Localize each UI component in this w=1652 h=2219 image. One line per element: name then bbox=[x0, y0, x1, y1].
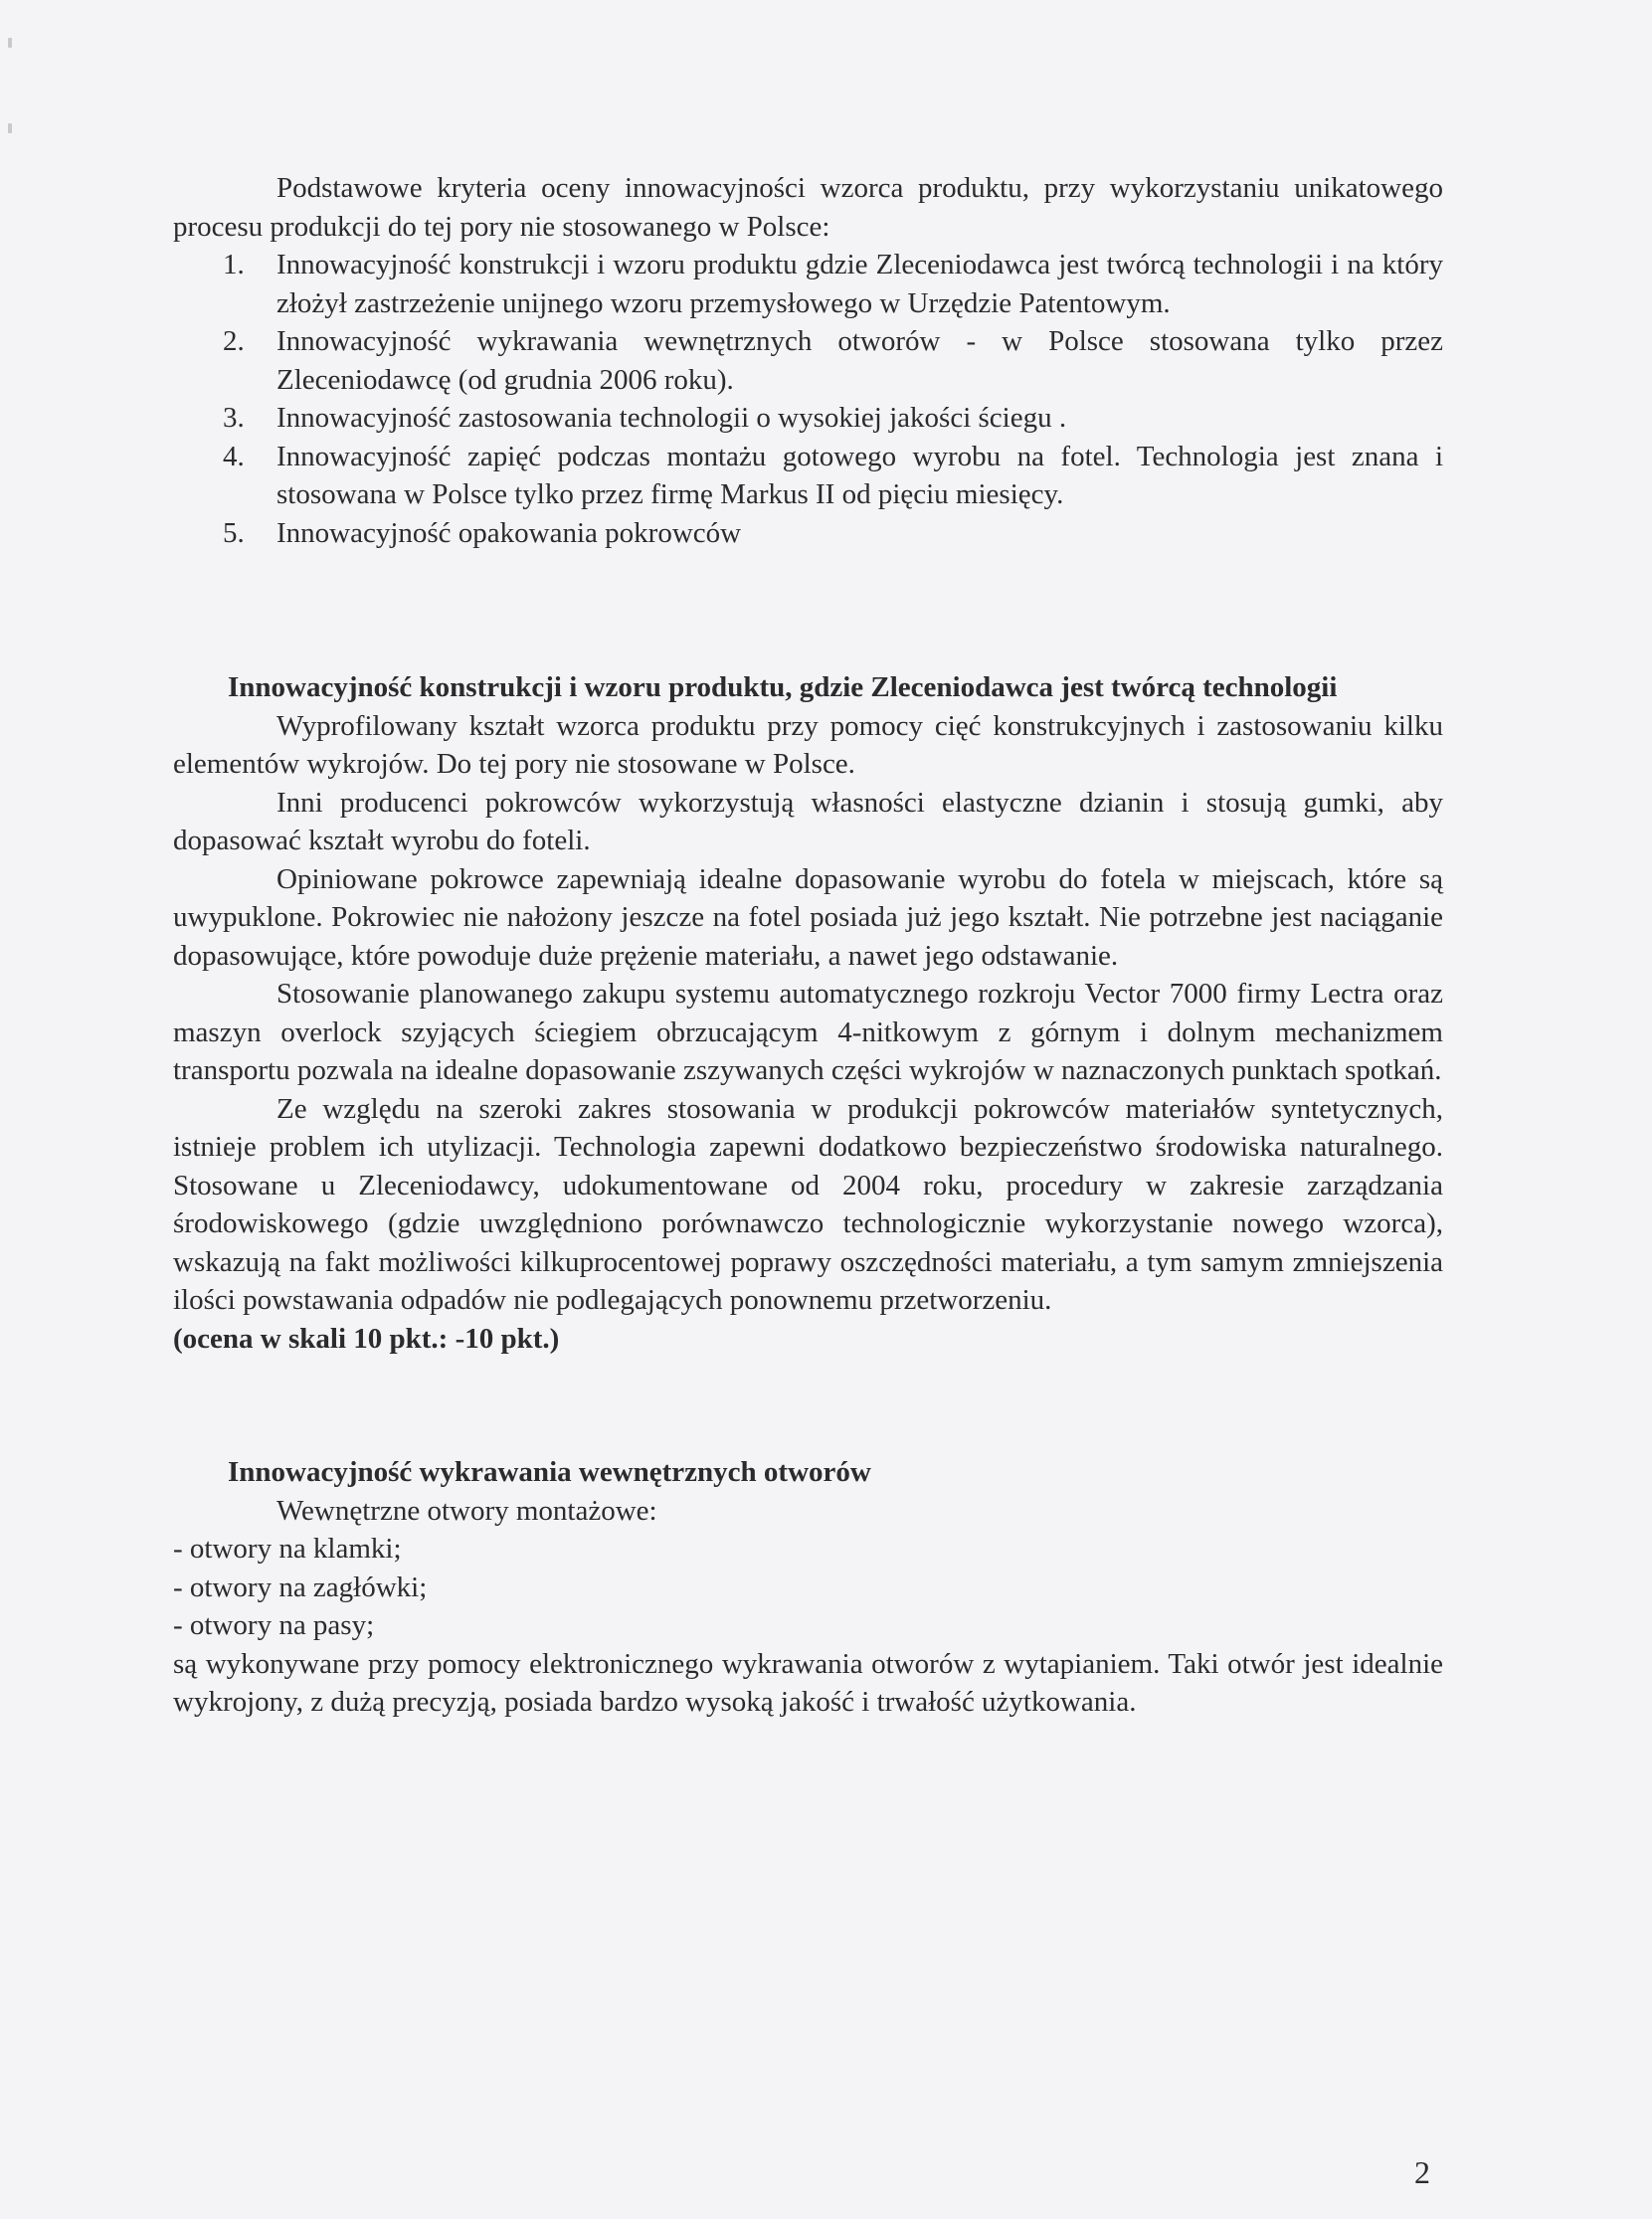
criteria-item bbox=[173, 322, 1443, 399]
criteria-number: 4. bbox=[223, 440, 245, 472]
section-paragraph: Inni producenci pokrowców wykorzystują własności elastyczne dzianin i stosują gumki, aby dopasować kształt wyrobu do foteli. bbox=[173, 786, 1443, 856]
criteria-number: 5. bbox=[223, 516, 245, 549]
criteria-text: Innowacyjność wykrawania wewnętrznych otworów - w Polsce stosowana tylko przez Zleceniodawcę (od grudnia 2006 roku). bbox=[276, 325, 1443, 396]
section-spacer bbox=[173, 552, 1443, 668]
section-paragraph: Ze względu na szeroki zakres stosowania w produkcji pokrowców materiałów syntetycznych, istnieje problem ich utylizacji. Technologia zapewni dodatkowo bezpieczeństwo środowiska naturalnego. Stosowane u Zleceniodawcy, udokumentowane od 2004 roku, procedury w zakresie zarządzania środowiskowego (gdzie uwzględniono porównawczo technologicznie wykorzystanie nowego wzorca), wskazują na fakt możliwości kilkuprocentowej poprawy oszczędności materiału, a tym samym zmniejszenia ilości powstawania odpadów nie podlegających ponownemu przetworzeniu. bbox=[173, 1092, 1443, 1316]
criteria-number: 3. bbox=[223, 402, 245, 434]
criteria-text: Innowacyjność zastosowania technologii o wysokiej jakości ściegu . bbox=[276, 402, 1067, 434]
list-item: - otwory na zagłówki; bbox=[173, 1571, 428, 1603]
section-heading: Innowacyjność konstrukcji i wzoru produktu, gdzie Zleceniodawca jest twórcą technologii bbox=[228, 671, 1338, 703]
section-paragraph: są wykonywane przy pomocy elektronicznego wykrawania otworów z wytapianiem. Taki otwór jest idealnie wykrojony, z dużą precyzją, posiada bardzo wysoką jakość i trwałość użytkowania. bbox=[173, 1647, 1443, 1718]
section-paragraph: Wyprofilowany kształt wzorca produktu przy pomocy cięć konstrukcyjnych i zastosowaniu kilku elementów wykrojów. Do tej pory nie stosowane w Polsce. bbox=[173, 709, 1443, 780]
scan-edge-mark bbox=[8, 38, 12, 48]
criteria-number: 1. bbox=[223, 249, 245, 280]
list-item: - otwory na klamki; bbox=[173, 1533, 402, 1565]
criteria-item bbox=[173, 246, 1443, 322]
section-cutting bbox=[173, 1453, 1443, 1722]
scan-edge-mark bbox=[8, 123, 12, 133]
criteria-list bbox=[173, 246, 1443, 552]
section-lead: Wewnętrzne otwory montażowe: bbox=[276, 1494, 657, 1527]
section-paragraph: Opiniowane pokrowce zapewniają idealne dopasowanie wyrobu do fotela w miejscach, które są uwypuklone. Pokrowiec nie nałożony jeszcze na fotel posiada już jego kształt. Nie potrzebne jest naciąganie dopasowujące, które powoduje duże prężenie materiału, a nawet jego odstawanie. bbox=[173, 862, 1443, 972]
criteria-item bbox=[173, 399, 1443, 438]
list-item: - otwory na pasy; bbox=[173, 1609, 375, 1641]
document-body bbox=[173, 169, 1443, 1722]
section-heading: Innowacyjność wykrawania wewnętrznych otworów bbox=[228, 1456, 871, 1488]
criteria-item bbox=[173, 438, 1443, 514]
criteria-text: Innowacyjność zapięć podczas montażu gotowego wyrobu na fotel. Technologia jest znana i stosowana w Polsce tylko przez firmę Markus II od pięciu miesięcy. bbox=[276, 440, 1443, 510]
criteria-item bbox=[173, 514, 1443, 553]
intro-paragraph: Podstawowe kryteria oceny innowacyjności wzorca produktu, przy wykorzystaniu unikatowego procesu produkcji do tej pory nie stosowanego w Polsce: bbox=[173, 172, 1443, 243]
criteria-number: 2. bbox=[223, 325, 245, 357]
section-spacer bbox=[173, 1358, 1443, 1453]
page-number: 2 bbox=[1414, 2154, 1430, 2190]
section-paragraph: Stosowanie planowanego zakupu systemu automatycznego rozkroju Vector 7000 firmy Lectra oraz maszyn overlock szyjących ściegiem obrzucającym 4-nitkowym z górnym i dolnym mechanizmem transportu pozwala na idealne dopasowanie zszywanych części wykrojów w naznaczonych punktach spotkań. bbox=[173, 978, 1443, 1086]
section-construction bbox=[173, 668, 1443, 1358]
score-line: (ocena w skali 10 pkt.: -10 pkt.) bbox=[173, 1322, 560, 1355]
criteria-text: Innowacyjność konstrukcji i wzoru produktu gdzie Zleceniodawca jest twórcą technologii i na który złożył zastrzeżenie unijnego wzoru przemysłowego w Urzędzie Patentowym. bbox=[276, 249, 1443, 319]
criteria-text: Innowacyjność opakowania pokrowców bbox=[276, 516, 742, 549]
